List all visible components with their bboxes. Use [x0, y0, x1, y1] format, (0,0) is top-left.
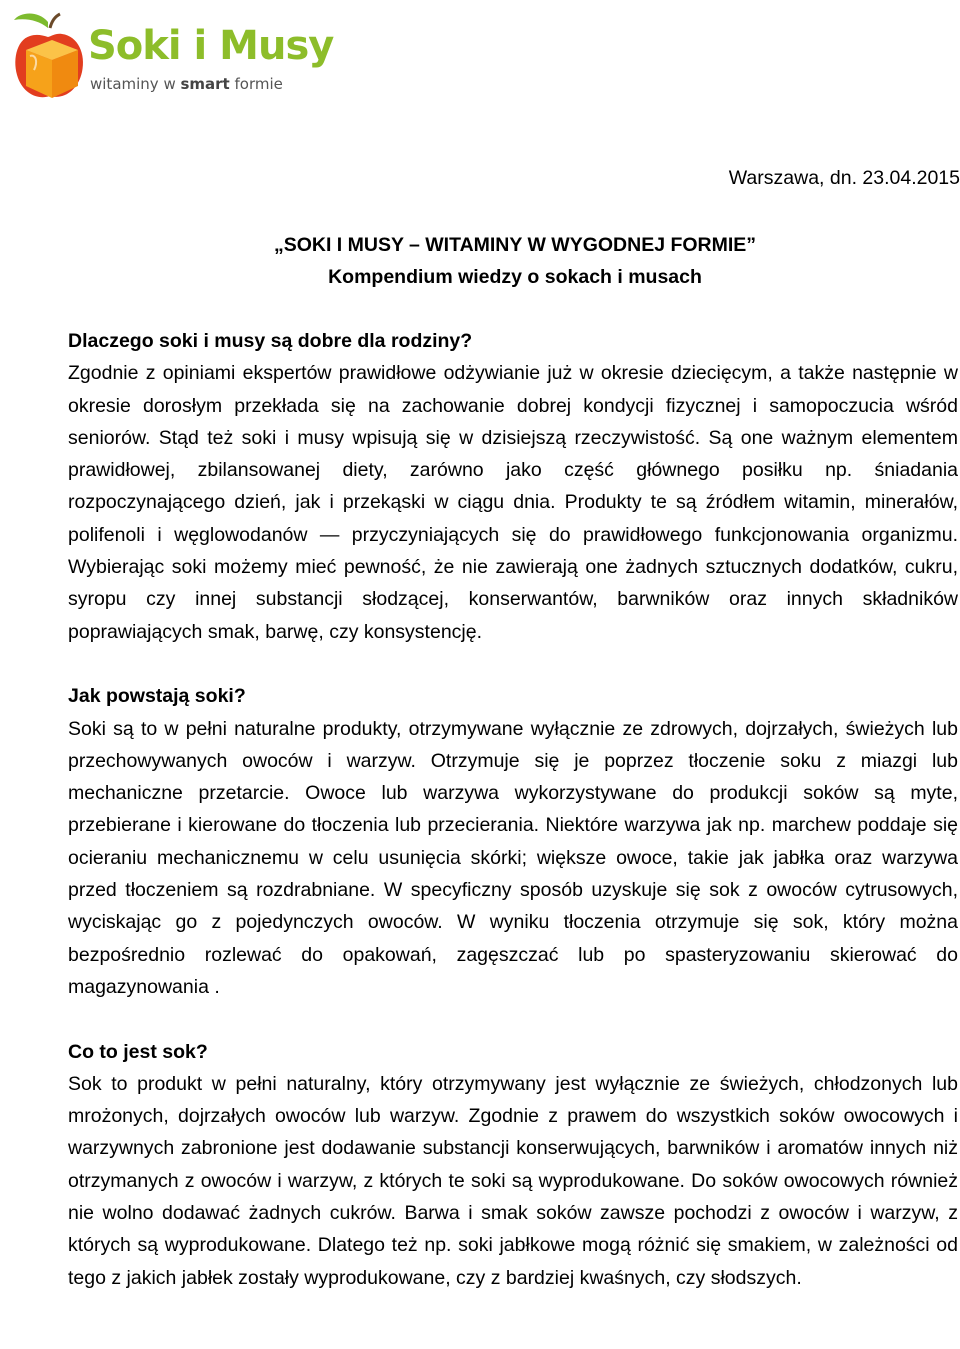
- apple-box-icon: [8, 10, 88, 102]
- section-text-what: Sok to produkt w pełni naturalny, który otrzymywany jest wyłącznie ze świeżych, chłodzonych lub mrożonych, dojrzałych owoców lub warzyw. Zgodnie z prawem do wszystkich soków owocowych i warzywnych zabronione jest dodawanie substancji konserwujących, barwników i aromatów innych niż otrzymanych z owoców i warzyw, z których te soki są wyprodukowane. Do soków owocowych również nie wolno dodawać żadnych cukrów. Barwa i smak soków zawsze pochodzi z owoców i warzyw, z których są wyprodukowane. Dlatego też np. soki jabłkowe mogą różnić się smakiem, w zależności od tego z jakich jabłek zostały wyprodukowane, czy z bardziej kwaśnych, czy słodszych.: [68, 1072, 958, 1289]
- document-date: Warszawa, dn. 23.04.2015: [728, 167, 960, 189]
- section-text-why: Zgodnie z opiniami ekspertów prawidłowe odżywianie już w okresie dziecięcym, a także następnie w okresie dorosłym przekłada się na zachowanie dobrej kondycji fizycznej i samopoczucia wśród seniorów. Stąd też soki i musy wpisują się w dzisiejszą rzeczywistość. Są one ważnym elementem prawidłowej, zbilansowanej diety, zarówno jako część głównego posiłku np. śniadania rozpoczynającego dzień, jak i przekąski w ciągu dnia. Produkty te są źródłem witamin, minerałów, polifenoli i węglowodanów — przyczyniających się do prawidłowego funkcjonowania organizmu. Wybierając soki możemy mieć pewność, że nie zawierają one żadnych sztucznych dodatków, cukru, syropu czy innej substancji słodzącej, konserwantów, barwników oraz innych składników poprawiających smak, barwę, czy konsystencję.: [68, 362, 958, 643]
- section-heading-what: Co to jest sok?: [68, 1040, 208, 1063]
- section-heading-why: Dlaczego soki i musy są dobre dla rodziny?: [68, 330, 473, 352]
- document-subtitle: Kompendium wiedzy o sokach i musach: [328, 266, 702, 288]
- logo-tagline: witaminy w smart formie: [90, 75, 283, 93]
- logo-name: Soki i Musy: [88, 23, 334, 69]
- section-text-how: Soki są to w pełni naturalne produkty, otrzymywane wyłącznie ze zdrowych, dojrzałych, świeżych lub przechowywanych owoców i warzyw. Otrzymuje się je poprzez tłoczenie soku z miazgi lub mechaniczne przetarcie. Owoce lub warzywa wykorzystywane do produkcji soków są myte, przebierane i kierowane do tłoczenia lub przecierania. Niektóre warzywa jak np. marchew poddaje się ocieraniu mechanicznemu w celu usunięcia skórki; większe owoce, takie jak jabłka oraz warzywa przed tłoczeniem są rozdrabniane. W specyficzny sposób uzyskuje się sok z owoców cytrusowych, wyciskając go z pojedynczych owoców. W wyniku tłoczenia otrzymuje się sok, który można bezpośrednio rozlewać do opakowań, zagęszczać lub po spasteryzowaniu skierować do magazynowania .: [68, 717, 958, 998]
- logo: [8, 10, 334, 102]
- section-heading-how: Jak powstają soki?: [68, 685, 246, 708]
- document-title: „SOKI I MUSY – WITAMINY W WYGODNEJ FORMIE”: [273, 234, 757, 256]
- title-block: [0, 229, 960, 293]
- document-body: [68, 325, 958, 1294]
